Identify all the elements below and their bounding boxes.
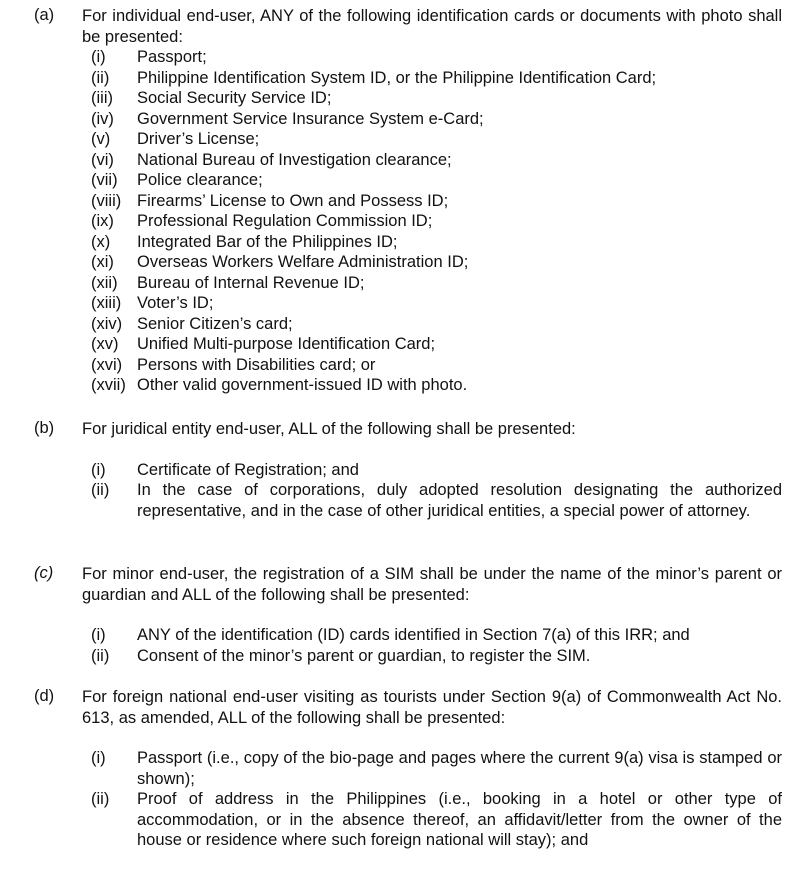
section-label: (b) xyxy=(34,419,55,437)
section-d xyxy=(34,687,782,851)
item-number: (xii) xyxy=(91,273,118,292)
item-number: (ix) xyxy=(91,212,114,230)
list-item xyxy=(91,748,782,789)
list-item xyxy=(91,625,782,646)
section-intro: For foreign national end-user visiting as tourists under Section 9(a) of Commonwealth Act No. 613, as amended, ALL of the following shall be presented: xyxy=(82,688,782,727)
item-number: (i) xyxy=(91,626,106,644)
list-item xyxy=(91,789,782,851)
item-text: Persons with Disabilities card; or xyxy=(137,355,376,374)
list-item xyxy=(91,129,782,150)
item-text: Social Security Service ID; xyxy=(137,89,332,107)
item-text: Police clearance; xyxy=(137,171,263,189)
item-text: Firearms’ License to Own and Possess ID; xyxy=(137,191,449,210)
item-text: ANY of the identification (ID) cards identified in Section 7(a) of this IRR; and xyxy=(137,626,690,644)
item-text: Overseas Workers Welfare Administration ID; xyxy=(137,253,469,271)
item-number: (xiii) xyxy=(91,294,122,312)
list-item xyxy=(91,273,782,294)
item-number: (i) xyxy=(91,460,106,479)
list-item xyxy=(91,460,782,481)
item-text: Passport; xyxy=(137,48,207,66)
list-item xyxy=(91,68,782,89)
item-number: (vii) xyxy=(91,171,118,189)
item-text: Professional Regulation Commission ID; xyxy=(137,212,433,230)
item-number: (xi) xyxy=(91,253,114,271)
item-number: (vi) xyxy=(91,150,114,169)
section-a xyxy=(34,6,782,396)
item-text: Government Service Insurance System e-Card; xyxy=(137,109,484,128)
item-number: (i) xyxy=(91,749,106,767)
list-item xyxy=(91,232,782,253)
item-text: Proof of address in the Philippines (i.e., booking in a hotel or other type of accommodation, or in the absence thereof, an affidavit/letter from the owner of the house or residence where such foreign national will stay); and xyxy=(137,790,782,849)
section-intro: For minor end-user, the registration of a SIM shall be under the name of the minor’s parent or guardian and ALL of the following shall be presented: xyxy=(82,565,782,604)
item-text: Passport (i.e., copy of the bio-page and pages where the current 9(a) visa is stamped or shown); xyxy=(137,749,782,788)
list-item xyxy=(91,314,782,335)
item-list xyxy=(91,460,782,522)
item-text: Integrated Bar of the Philippines ID; xyxy=(137,232,398,251)
item-text: Certificate of Registration; and xyxy=(137,460,359,479)
item-number: (xvii) xyxy=(91,376,126,394)
list-item xyxy=(91,480,782,521)
item-text: Driver’s License; xyxy=(137,130,260,148)
item-text: National Bureau of Investigation clearance; xyxy=(137,150,452,169)
list-item xyxy=(91,375,782,396)
list-item xyxy=(91,150,782,171)
item-number: (viii) xyxy=(91,191,122,210)
item-list xyxy=(91,748,782,851)
item-list xyxy=(91,47,782,396)
list-item xyxy=(91,109,782,130)
section-label: (d) xyxy=(34,687,55,705)
item-number: (i) xyxy=(91,48,106,66)
section-c xyxy=(34,564,782,666)
item-text: Bureau of Internal Revenue ID; xyxy=(137,273,365,292)
item-number: (xiv) xyxy=(91,314,123,333)
item-number: (ii) xyxy=(91,790,110,808)
item-number: (ii) xyxy=(91,646,110,665)
item-number: (xv) xyxy=(91,335,119,353)
item-text: Other valid government-issued ID with photo. xyxy=(137,376,468,394)
list-item xyxy=(91,170,782,191)
section-b xyxy=(34,419,782,521)
item-number: (xvi) xyxy=(91,355,123,374)
item-number: (v) xyxy=(91,130,111,148)
item-number: (x) xyxy=(91,232,111,251)
list-item xyxy=(91,252,782,273)
item-text: Philippine Identification System ID, or the Philippine Identification Card; xyxy=(137,68,657,87)
list-item xyxy=(91,47,782,68)
item-text: Senior Citizen’s card; xyxy=(137,314,293,333)
item-text: Consent of the minor’s parent or guardian, to register the SIM. xyxy=(137,646,591,665)
list-item xyxy=(91,646,782,667)
list-item xyxy=(91,211,782,232)
list-item xyxy=(91,88,782,109)
list-item xyxy=(91,293,782,314)
item-number: (iii) xyxy=(91,89,113,107)
list-item xyxy=(91,334,782,355)
section-intro: For individual end-user, ANY of the following identification cards or documents with photo shall be presented: xyxy=(82,7,782,46)
section-intro: For juridical entity end-user, ALL of the following shall be presented: xyxy=(82,420,576,438)
item-text: In the case of corporations, duly adopted resolution designating the authorized representative, and in the case of other juridical entities, a special power of attorney. xyxy=(137,481,782,520)
item-number: (ii) xyxy=(91,68,110,87)
item-list xyxy=(91,625,782,666)
list-item xyxy=(91,191,782,212)
item-text: Unified Multi-purpose Identification Card; xyxy=(137,335,436,353)
item-number: (ii) xyxy=(91,481,110,499)
item-text: Voter’s ID; xyxy=(137,294,214,312)
section-label: (a) xyxy=(34,6,55,24)
list-item xyxy=(91,355,782,376)
section-label: (c) xyxy=(34,564,54,582)
item-number: (iv) xyxy=(91,109,114,128)
